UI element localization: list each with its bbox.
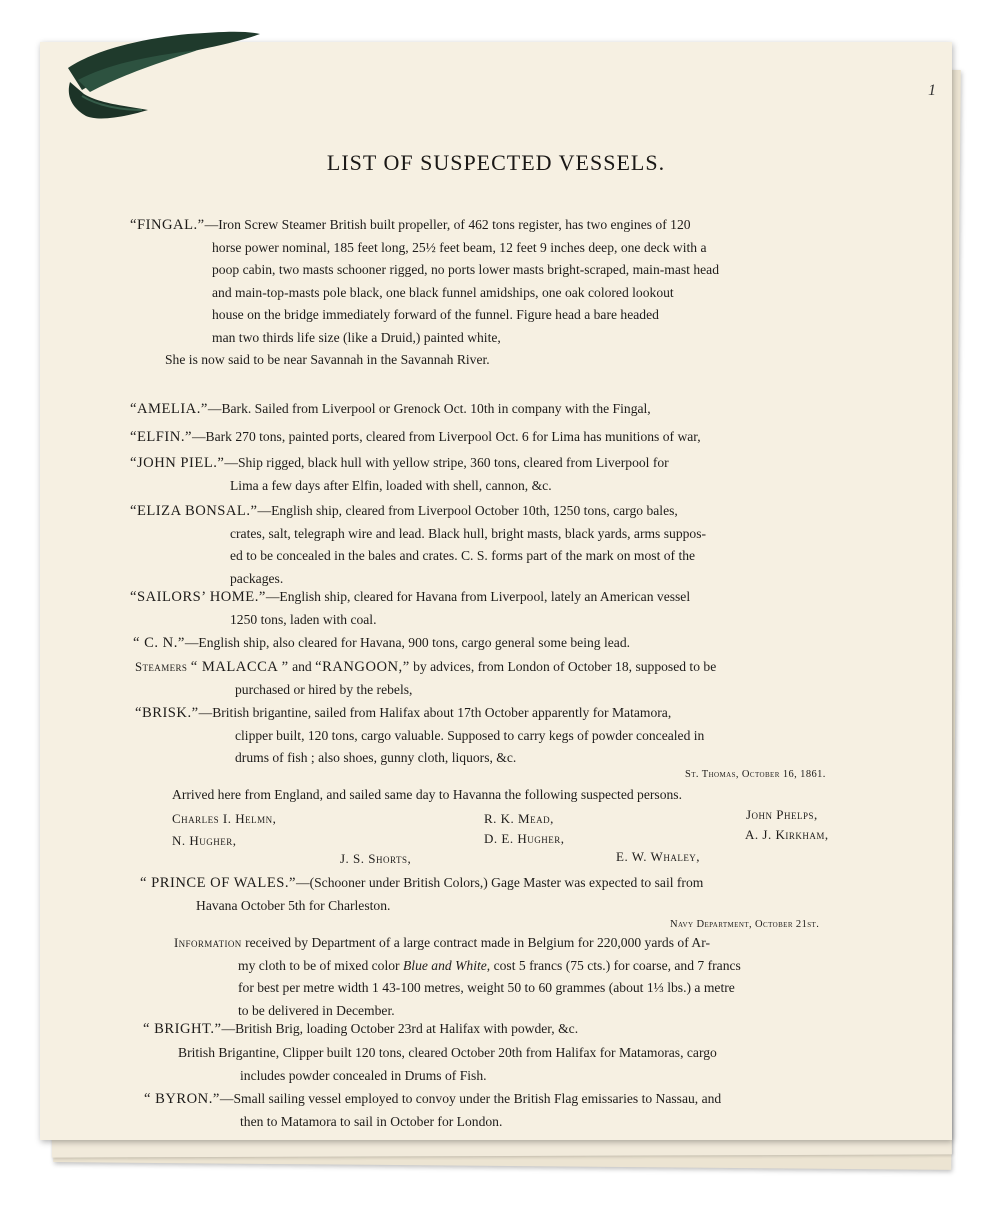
entry-prince-of-wales bbox=[140, 872, 940, 917]
person: Charles I. Helmn, bbox=[172, 811, 277, 826]
entry-line: purchased or hired by the rebels, bbox=[235, 681, 413, 697]
entry-amelia bbox=[130, 398, 930, 421]
entry-brigantine bbox=[178, 1042, 952, 1087]
vessel-name: “ BRIGHT.” bbox=[143, 1021, 222, 1037]
arrived-line: Arrived here from England, and sailed same day to Havanna the following suspected persons. bbox=[172, 787, 682, 802]
entry-john-piel bbox=[130, 452, 930, 497]
person: N. Hugher, bbox=[172, 833, 237, 848]
vessel-name: “ELFIN.” bbox=[130, 429, 192, 445]
entry-line: ed to be concealed in the bales and crates. C. S. forms part of the mark on most of the bbox=[230, 548, 696, 563]
page-number: 1 bbox=[928, 82, 936, 99]
entry-line: , cost 5 francs (75 cts.) for coarse, and 7 francs bbox=[486, 957, 741, 973]
entry-elfin bbox=[130, 426, 940, 449]
entry-line: received by Department of a large contract made in Belgium for 220,000 yards of Ar- bbox=[241, 935, 710, 950]
entry-line: —Ship rigged, black hull with yellow stripe, 360 tons, cleared from Liverpool for bbox=[224, 455, 669, 470]
vessel-name: “JOHN PIEL.” bbox=[130, 455, 225, 471]
document-page bbox=[40, 42, 952, 1140]
entry-line: my cloth to be of mixed color bbox=[238, 957, 403, 973]
entry-line: Lima a few days after Elfin, loaded with shell, cannon, &c. bbox=[230, 477, 552, 493]
green-ribbon-icon bbox=[38, 20, 268, 130]
person: D. E. Hugher, bbox=[484, 831, 565, 846]
vessel-name: “ELIZA BONSAL.” bbox=[130, 503, 258, 519]
entry-line: includes powder concealed in Drums of Fish. bbox=[240, 1067, 487, 1083]
entry-steamers bbox=[135, 656, 935, 701]
document-content bbox=[40, 42, 952, 1140]
entry-line: —Bark 270 tons, painted ports, cleared from Liverpool Oct. 6 for Lima has munitions of war, bbox=[191, 429, 701, 444]
entry-line: —(Schooner under British Colors,) Gage Master was expected to sail from bbox=[295, 875, 704, 890]
entry-line: drums of fish ; also shoes, gunny cloth, liquors, &c. bbox=[235, 750, 517, 765]
entry-line: clipper built, 120 tons, cargo valuable. Supposed to carry kegs of powder concealed in bbox=[235, 727, 705, 743]
entry-line: —Small sailing vessel employed to convoy under the British Flag emissaries to Nassau, and bbox=[219, 1091, 722, 1106]
vessel-name: “ BYRON.” bbox=[144, 1091, 220, 1107]
entry-line: —Bark. Sailed from Liverpool or Grenock Oct. 10th in company with the Fingal, bbox=[207, 401, 651, 416]
arrived-text bbox=[172, 784, 932, 807]
entry-line: then to Matamora to sail in October for London. bbox=[240, 1113, 503, 1129]
vessel-name: “RANGOON,” bbox=[315, 659, 410, 675]
entry-line: by advices, from London of October 18, supposed to be bbox=[409, 659, 717, 674]
entry-sailors-home bbox=[130, 586, 930, 631]
entry-cn bbox=[133, 632, 933, 655]
entry-line: for best per metre width 1 43-100 metres, weight 50 to 60 grammes (about 1⅓ lbs.) a metre bbox=[238, 980, 735, 995]
section-lead: Steamers bbox=[135, 660, 188, 674]
vessel-name: “AMELIA.” bbox=[130, 401, 208, 417]
entry-line: —British Brig, loading October 23rd at Halifax with powder, &c. bbox=[221, 1021, 579, 1036]
entry-line: Havana October 5th for Charleston. bbox=[196, 897, 391, 913]
entry-line: —English ship, cleared from Liverpool October 10th, 1250 tons, cargo bales, bbox=[257, 503, 678, 518]
entry-line: poop cabin, two masts schooner rigged, no ports lower masts bright-scraped, main-mast head bbox=[212, 262, 720, 277]
person: John Phelps, bbox=[746, 807, 818, 822]
vessel-name: “ PRINCE OF WALES.” bbox=[140, 875, 296, 891]
entry-bright bbox=[143, 1018, 943, 1041]
dateline-navy: Navy Department, October 21st. bbox=[670, 919, 820, 930]
entry-line: —English ship, cleared for Havana from Liverpool, lately an American vessel bbox=[265, 589, 691, 604]
entry-line: 1250 tons, laden with coal. bbox=[230, 611, 377, 627]
entry-line: house on the bridge immediately forward of the funnel. Figure head a bare headed bbox=[212, 307, 659, 322]
entry-line: packages. bbox=[230, 570, 284, 586]
entry-byron bbox=[144, 1088, 952, 1133]
vessel-name: “SAILORS’ HOME.” bbox=[130, 589, 266, 605]
vessel-name: “FINGAL.” bbox=[130, 217, 205, 233]
entry-eliza-bonsal bbox=[130, 500, 930, 590]
entry-line: —British brigantine, sailed from Halifax about 17th October apparently for Matamora, bbox=[198, 705, 672, 720]
entry-line: to be delivered in December. bbox=[238, 1002, 395, 1018]
entry-line: and main-top-masts pole black, one black funnel amidships, one oak colored lookout bbox=[212, 284, 674, 300]
entry-line: —Iron Screw Steamer British built propeller, of 462 tons register, has two engines of 120 bbox=[204, 217, 691, 232]
entry-line: horse power nominal, 185 feet long, 25½ feet beam, 12 feet 9 inches deep, one deck with a bbox=[212, 239, 707, 255]
person: A. J. Kirkham, bbox=[745, 827, 829, 842]
emphasis-text: Blue and White bbox=[402, 957, 487, 973]
person: J. S. Shorts, bbox=[340, 851, 412, 866]
vessel-name: “ C. N.” bbox=[133, 635, 185, 651]
entry-note: She is now said to be near Savannah in the Savannah River. bbox=[165, 352, 490, 367]
entry-line: man two thirds life size (like a Druid,) painted white, bbox=[212, 329, 501, 345]
entry-line: —English ship, also cleared for Havana, 900 tons, cargo general some being lead. bbox=[184, 635, 631, 650]
section-lead: Information bbox=[174, 936, 242, 950]
entry-fingal bbox=[130, 214, 930, 372]
document-title: LIST OF SUSPECTED VESSELS. bbox=[326, 150, 666, 175]
entry-brisk bbox=[135, 702, 935, 770]
entry-line: crates, salt, telegraph wire and lead. Black hull, bright masts, black yards, arms suppos- bbox=[230, 525, 707, 541]
vessel-name: “ MALACCA ” bbox=[190, 659, 289, 675]
entry-line: British Brigantine, Clipper built 120 tons, cleared October 20th from Halifax for Matamoras, cargo bbox=[178, 1045, 717, 1060]
person: R. K. Mead, bbox=[484, 811, 554, 826]
dateline-st-thomas: St. Thomas, October 16, 1861. bbox=[685, 769, 826, 780]
entry-connector: and bbox=[288, 659, 316, 674]
person: E. W. Whaley, bbox=[616, 849, 701, 864]
entry-information bbox=[174, 932, 952, 1022]
vessel-name: “BRISK.” bbox=[135, 705, 199, 721]
